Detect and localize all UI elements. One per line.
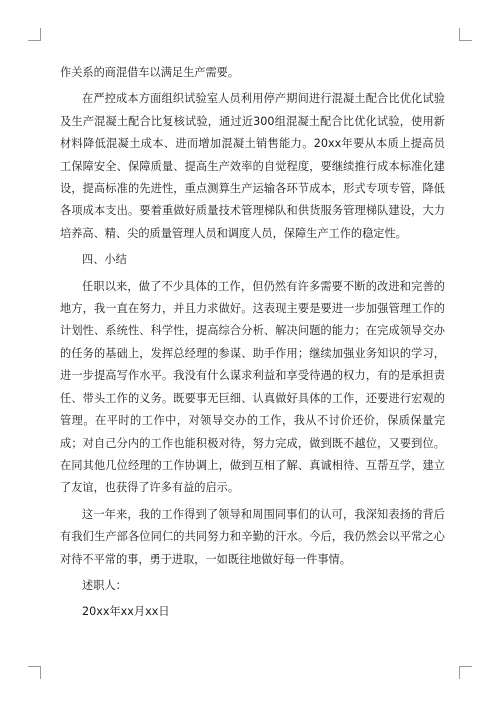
crop-mark-bottom-left: [28, 666, 41, 679]
crop-mark-top-right: [459, 28, 472, 41]
section-heading-summary: 四、小结: [82, 253, 127, 267]
crop-mark-top-left: [28, 28, 41, 41]
paragraph-continuation: 作关系的商混借车以满足生产需要。: [60, 66, 240, 79]
signature-date: 20xx年xx月xx日: [82, 605, 170, 619]
paragraph-cost-control: 在严控成本方面组织试验室人员利用停产期间进行混凝土配合比优化试验及生产混凝土配合比复核试验，通过近300组混凝土配合比优化试验，使用新材料降低混凝土成本、进而增加混凝土销售能力。20xx年要从本质上提高员工保障安全、保障质量、提高生产效率的自觉程度，要继续推行成本标准化建设，提高标准的先进性，重点测算生产运输各环节成本，形式专项专管，降低各项成本支出。要着重做好质量技术管理梯队和供货服务管理梯队建设，大力培养高、精、尖的质量管理人员和调度人员，保障生产工作的稳定性。: [60, 92, 445, 240]
document-body: [60, 62, 445, 628]
signature-label: 述职人：: [82, 578, 127, 592]
paragraph-summary: 任职以来，做了不少具体的工作，但仍然有许多需要不断的改进和完善的地方，我一直在努力，并且力求做好。这表现主要是要进一步加强管理工作的计划性、系统性、科学性，提高综合分析、解决问题的能力；在完成领导交办的任务的基础上，发挥总经理的参谋、助手作用；继续加强业务知识的学习，进一步提高写作水平。我没有什么谋求利益和享受待遇的权力，有的是承担责任、带头工作的义务。既要事无巨细、认真做好具体的工作，还要进行宏观的管理。在平时的工作中，对领导交办的工作，我从不讨价还价，保质保量完成；对自己分内的工作也能积极对待，努力完成，做到既不越位，又要到位。在同其他几位经理的工作协调上，做到互相了解、真诚相待、互帮互学，建立了友谊，也获得了许多有益的启示。: [60, 279, 445, 495]
paragraph-outlook: 这一年来，我的工作得到了领导和周围同事们的认可，我深知表扬的背后有我们生产部各位同仁的共同努力和辛勤的汗水。今后，我仍然会以平常之心对待不平常的事，勇于进取，一如既往地做好每一件事情。: [60, 507, 445, 566]
crop-mark-bottom-right: [459, 666, 472, 679]
